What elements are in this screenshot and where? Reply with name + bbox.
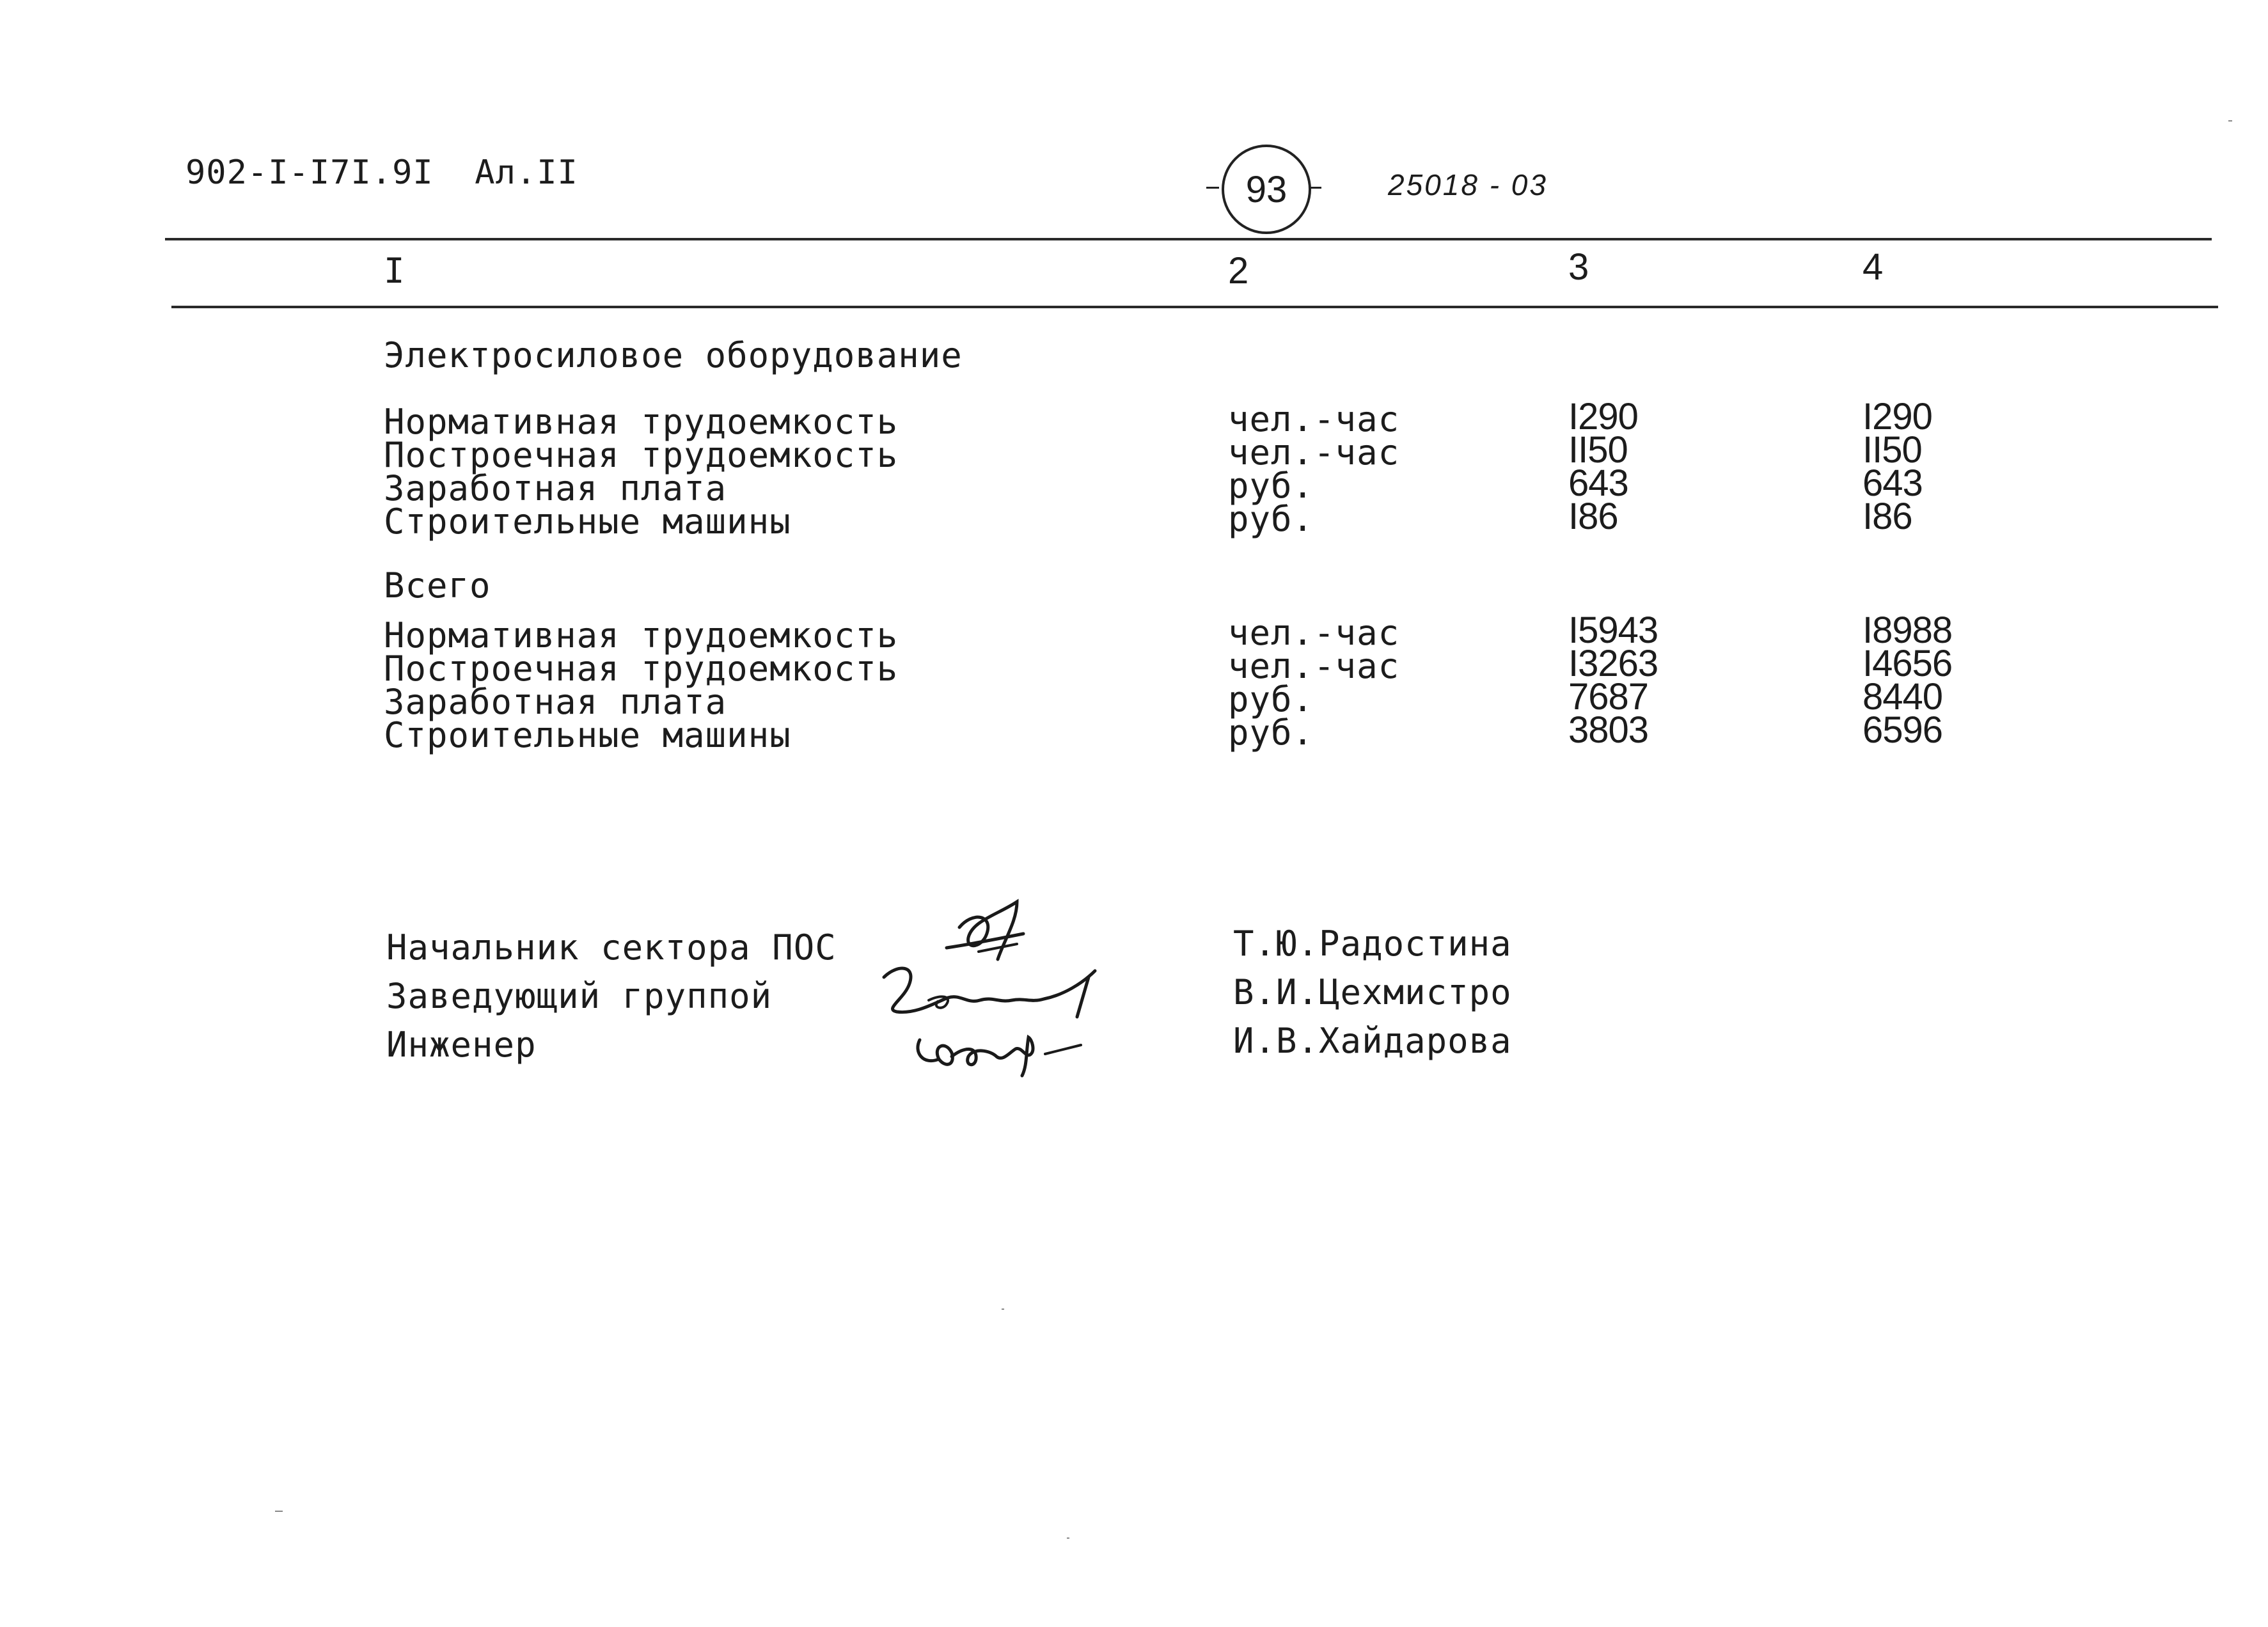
page-number-dash-right — [1309, 187, 1321, 189]
row-value-col3: I86 — [1568, 496, 1618, 537]
scan-speck — [2228, 120, 2232, 122]
row-value-col3: I290 — [1568, 396, 1638, 437]
row-unit: чел.-час — [1228, 613, 1400, 653]
page-number — [1222, 145, 1311, 234]
row-name: Строительные машины — [384, 501, 791, 542]
row-name: Нормативная трудоемкость — [384, 402, 899, 442]
row-name: Построечная трудоемкость — [384, 435, 899, 475]
row-value-col3: I5943 — [1568, 609, 1658, 651]
section-title: Всего — [384, 565, 491, 606]
row-unit: руб. — [1228, 466, 1314, 506]
handwritten-signature-3 — [901, 1014, 1092, 1085]
row-value-col3: II50 — [1568, 429, 1628, 471]
document-number: 902-I-I7I.9I Ал.II — [185, 153, 578, 192]
row-unit: руб. — [1228, 712, 1314, 753]
document-code: 25018 - 03 — [1388, 168, 1548, 201]
row-name: Заработная плата — [384, 682, 727, 722]
signature-name: Т.Ю.Радостина — [1233, 924, 1512, 964]
row-value-col3: 3803 — [1568, 709, 1649, 751]
column-header-3: 3 — [1568, 246, 1589, 288]
scan-speck — [275, 1511, 283, 1512]
row-value-col4: 8440 — [1862, 676, 1943, 718]
row-name: Заработная плата — [384, 468, 727, 508]
table-header-rule — [171, 306, 2218, 308]
signature-name: И.В.Хайдарова — [1233, 1021, 1512, 1061]
row-value-col4: 6596 — [1862, 709, 1943, 751]
row-value-col4: I8988 — [1862, 609, 1953, 651]
row-name: Построечная трудоемкость — [384, 648, 899, 689]
column-header-4: 4 — [1862, 246, 1883, 288]
row-value-col4: II50 — [1862, 429, 1922, 471]
row-name: Нормативная трудоемкость — [384, 615, 899, 656]
row-value-col4: I86 — [1862, 496, 1912, 537]
row-value-col3: 643 — [1568, 462, 1628, 504]
signature-role: Начальник сектора ПОС — [386, 927, 837, 968]
row-unit: чел.-час — [1228, 399, 1400, 439]
row-unit: руб. — [1228, 679, 1314, 719]
column-header-1: I — [384, 251, 406, 291]
row-unit: чел.-час — [1228, 646, 1400, 686]
row-value-col4: 643 — [1862, 462, 1923, 504]
section-title: Электросиловое оборудование — [384, 335, 963, 375]
table-top-rule — [165, 238, 2212, 240]
row-value-col4: I290 — [1862, 396, 1932, 437]
signature-role: Инженер — [386, 1025, 537, 1065]
column-header-2: 2 — [1228, 250, 1248, 292]
signature-role: Заведующий группой — [386, 976, 773, 1016]
page-number-text: 93 — [1245, 168, 1288, 210]
row-value-col3: I3263 — [1568, 643, 1658, 684]
row-value-col4: I4656 — [1862, 643, 1953, 684]
row-unit: чел.-час — [1228, 432, 1400, 473]
scan-speck — [1067, 1537, 1069, 1539]
row-name: Строительные машины — [384, 715, 791, 755]
row-value-col3: 7687 — [1568, 676, 1649, 718]
scan-speck — [1002, 1309, 1004, 1310]
page-number-dash-left — [1206, 187, 1219, 189]
signature-name: В.И.Цехмистро — [1233, 972, 1512, 1012]
row-unit: руб. — [1228, 499, 1314, 539]
